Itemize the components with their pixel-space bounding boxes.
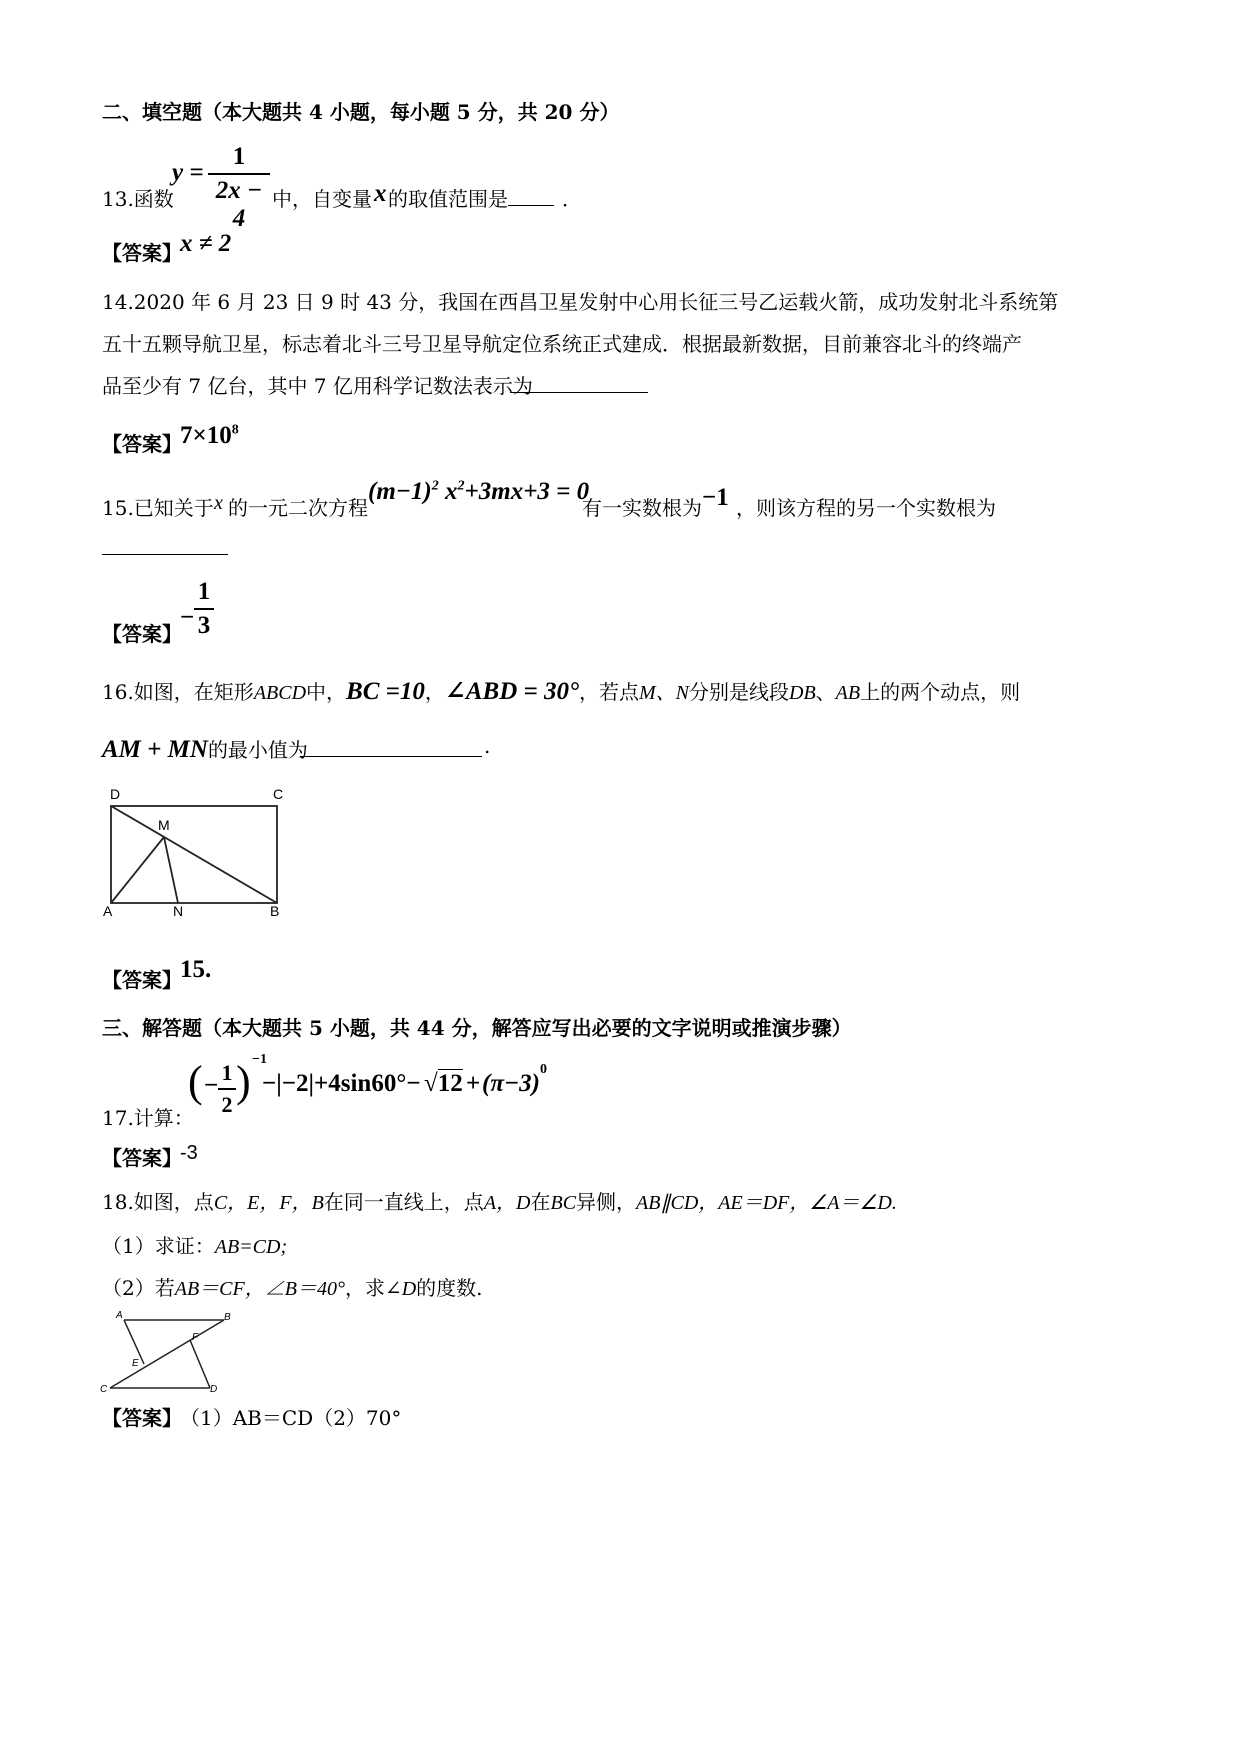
q16-separator: ， — [424, 680, 445, 704]
q17-answer-label: 【答案】 — [102, 1146, 182, 1170]
q18-part-2-prefix: （2）若 — [102, 1276, 175, 1300]
q17-prefix: 17.计算： — [102, 1106, 194, 1130]
q13-end: ． — [562, 187, 582, 211]
q18-line-bc: BC — [550, 1192, 577, 1214]
q15-eq-part-c: +3mx+3 = 0 — [464, 478, 590, 505]
q14-line-3: 品至少有 7 亿台，其中 7 亿用科学记数法表示为 — [102, 374, 533, 398]
q16-segment-2: AB — [835, 682, 861, 704]
q17-paren-open: ( — [188, 1057, 203, 1106]
q16-segment-1: DB — [789, 682, 816, 704]
q16-text-4: 上的两个动点，则 — [860, 680, 1021, 704]
q15-eq-exp-b: 2 — [457, 478, 465, 494]
q18-part-1 — [102, 1230, 287, 1259]
q16-figure — [100, 780, 300, 920]
q13-text-1: 中，自变量 — [272, 187, 372, 211]
diagonal-db — [111, 806, 277, 903]
q14-line-2: 五十五颗导航卫星，标志着北斗三号卫星导航定位系统正式建成．根据最新数据，目前兼容北斗的终端产 — [102, 332, 1022, 356]
fig16-label-d: D — [110, 786, 121, 802]
q18-part-2-angle: D — [401, 1278, 417, 1300]
fig16-label-a: A — [103, 903, 113, 919]
q15-root: −1 — [702, 484, 729, 511]
q17-fraction-numerator: 1 — [221, 1060, 233, 1085]
q15-text-1: 的一元二次方程 — [228, 496, 368, 520]
q15-answer-numerator: 1 — [197, 578, 211, 605]
q18-part-2-conditions: AB＝CF，∠B＝40° — [174, 1278, 345, 1300]
q18-part-1-statement: AB=CD; — [214, 1236, 288, 1258]
fig16-label-n: N — [173, 903, 184, 919]
q16-blank — [300, 756, 482, 757]
q17-fraction-exponent: −1 — [252, 1052, 267, 1067]
q15-blank — [102, 554, 228, 555]
fig18-label-e: E — [132, 1358, 139, 1369]
q17-paren-close: ) — [236, 1057, 251, 1106]
q16-rect-name: ABCD — [253, 682, 307, 704]
fig16-label-b: B — [270, 903, 280, 919]
fig18-label-b: B — [224, 1312, 231, 1323]
q16-expression: AM + MN — [102, 736, 208, 763]
q16-prefix: 16.如图，在矩形 — [102, 680, 254, 704]
q16-condition-1: BC =10 — [346, 678, 425, 705]
q16-points: M、N — [639, 682, 689, 704]
q18-part-2-text: ，求∠ — [344, 1276, 402, 1300]
q15-prefix: 15.已知关于 — [102, 496, 214, 520]
section-3-title: 三、解答题（本大题共 5 小题，共 44 分，解答应写出必要的文字说明或推演步骤） — [102, 1016, 852, 1040]
q13-variable: x — [374, 180, 387, 207]
fig18-label-f: F — [192, 1332, 199, 1343]
q16-answer-label: 【答案】 — [102, 968, 182, 992]
q18-part-1-prefix: （1）求证： — [102, 1234, 215, 1258]
fig18-label-c: C — [100, 1384, 108, 1395]
q18-text-3: 异侧， — [576, 1190, 637, 1214]
q18-part-2-end: 的度数. — [416, 1276, 483, 1300]
q14-blank — [510, 392, 648, 393]
q14-answer-label: 【答案】 — [102, 432, 182, 456]
segment-cb — [110, 1320, 224, 1388]
q16-line-2 — [102, 734, 308, 764]
q13-text-2: 的取值范围是 — [388, 187, 508, 211]
q18-points-1: C，E，F，B — [213, 1192, 324, 1214]
q18-text-2: 在 — [530, 1190, 551, 1214]
q14-answer-exponent: 8 — [231, 422, 239, 438]
fig16-label-c: C — [273, 786, 284, 802]
q14-line-1: 14.2020 年 6 月 23 日 9 时 43 分，我国在西昌卫星发射中心用长征三号乙运载火箭，成功发射北斗系统第 — [102, 290, 1059, 314]
q17-fraction — [218, 1060, 236, 1118]
q13-fraction — [208, 143, 270, 233]
q15-eq-part-a: (m−1) — [368, 478, 432, 505]
q18-answer: （1）AB＝CD（2）70° — [180, 1406, 402, 1430]
q18-figure — [94, 1308, 234, 1408]
fig18-label-a: A — [116, 1310, 123, 1321]
segment-mn — [164, 837, 178, 903]
q17-plus: + — [466, 1070, 481, 1097]
q16-text-1: 中， — [306, 680, 347, 704]
q15-answer-fraction — [194, 578, 214, 640]
q17-pi-exponent: 0 — [540, 1062, 547, 1077]
q15-eq-part-b: x — [445, 478, 458, 505]
q18-part-2 — [102, 1272, 483, 1301]
fig16-label-m: M — [158, 817, 170, 833]
q13-fraction-numerator: 1 — [232, 143, 246, 170]
q13-blank — [508, 205, 554, 206]
q15-text-2: 有一实数根为 — [582, 496, 702, 520]
q16-condition-2: ∠ABD = 30° — [444, 678, 579, 705]
q17-sqrt: √12 — [424, 1070, 463, 1097]
q14-answer-base: 7×10 — [180, 422, 232, 449]
q15-answer-denominator: 3 — [197, 612, 211, 639]
q15-answer-sign: − — [180, 604, 195, 631]
q16-dun: 、 — [815, 680, 836, 704]
fig18-label-d: D — [210, 1384, 218, 1395]
q16-text-2: ，若点 — [579, 680, 639, 704]
q13-answer-label: 【答案】 — [102, 241, 182, 265]
q16-text-5: 的最小值为 — [207, 738, 308, 762]
q16-text-3: 分别是线段 — [689, 680, 789, 704]
q13-answer: x ≠ 2 — [180, 230, 232, 257]
q15-answer-label: 【答案】 — [102, 622, 182, 646]
section-2-title: 二、填空题（本大题共 4 小题，每小题 5 分，共 20 分） — [102, 100, 620, 124]
segment-fd — [190, 1340, 210, 1388]
q15-equation — [368, 478, 589, 506]
q18-points-2: A，D — [483, 1192, 531, 1214]
q17-sqrt-value: 12 — [437, 1070, 463, 1097]
q16-line-1 — [102, 676, 1020, 706]
q18-text-1: 在同一直线上，点 — [323, 1190, 484, 1214]
q13-prefix: 13.函数 — [102, 187, 174, 211]
q18-line-1 — [102, 1186, 897, 1215]
q14-answer — [180, 422, 239, 450]
q13-formula-lhs: y = — [172, 159, 204, 186]
q17-pi-term: (π−3) — [482, 1070, 540, 1097]
segment-am — [111, 837, 164, 903]
q15-variable: x — [214, 492, 223, 514]
q17-answer: -3 — [180, 1142, 198, 1164]
q15-text-3: ，则该方程的另一个实数根为 — [736, 496, 996, 520]
q17-fraction-sign: − — [204, 1072, 219, 1099]
q16-dot: . — [484, 734, 491, 758]
q18-conditions: AB∥CD，AE＝DF，∠A＝∠D. — [636, 1192, 897, 1214]
q16-answer: 15. — [180, 956, 212, 983]
q17-fraction-denominator: 2 — [221, 1092, 233, 1117]
q18-answer-label: 【答案】 — [102, 1406, 182, 1430]
q15-eq-exp-a: 2 — [431, 478, 439, 494]
q18-prefix: 18.如图，点 — [102, 1190, 214, 1214]
q13-fraction-denominator: 2x − 4 — [215, 177, 263, 232]
q17-expression-middle: −|−2|+4sin60°− — [262, 1070, 421, 1097]
